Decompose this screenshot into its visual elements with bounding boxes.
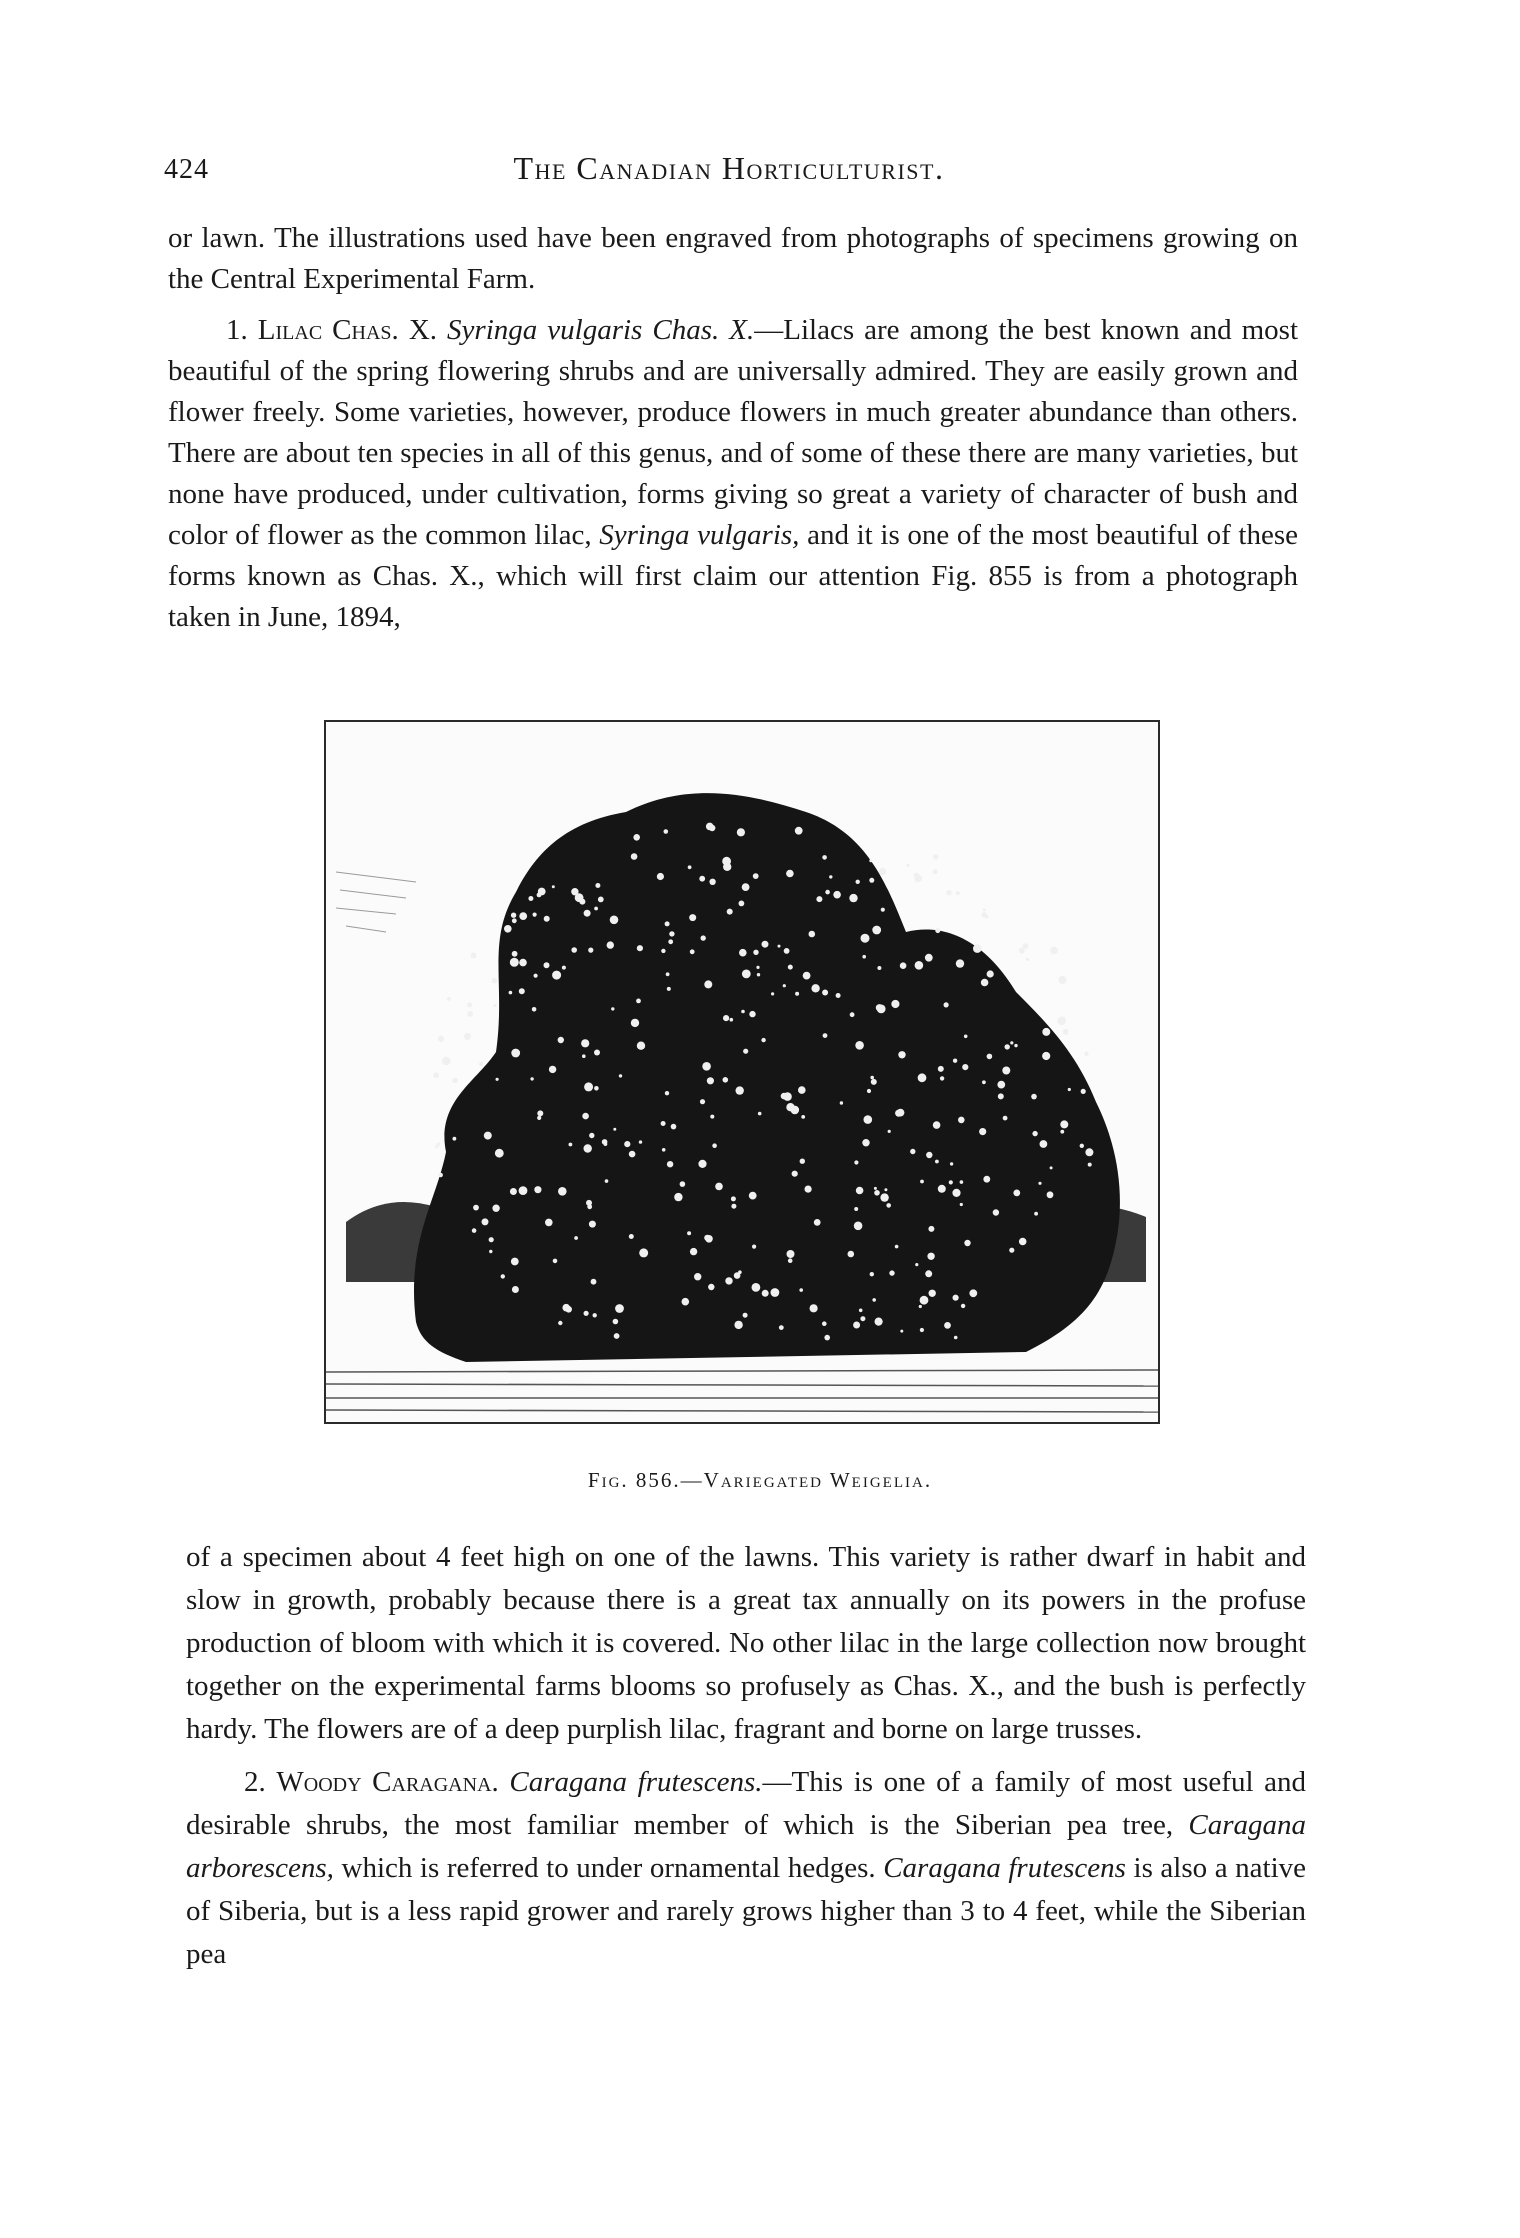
body-text: —Lilacs are among the best known and most beautiful of the spring flowering shrubs and are universally admired. They are easily grown and flower freely. Some varieties, however, produce flowers in much greater abundance than others. There are about ten species in all of this genus, and of some of these there are many varieties, but none have produced, under cultivation, forms giving so great a variety of character of bush and color of flower as the common lilac, <box>168 314 1298 551</box>
latin-name: Caragana frutescens. <box>509 1766 763 1798</box>
figure-weigelia-engraving <box>324 720 1160 1424</box>
paragraph-lilac <box>168 310 1298 638</box>
latin-name: Syringa vulgaris Chas. X. <box>447 314 755 346</box>
item-heading: Lilac Chas. X. <box>257 314 438 346</box>
page-number: 424 <box>164 154 209 185</box>
latin-name: Caragana frutescens <box>883 1852 1126 1884</box>
body-text: is also a native of Siberia, but is a less rapid grower and rarely grows higher than 3 to 4 feet, while the Siberian pea <box>186 1852 1306 1970</box>
journal-title: The Canadian Horticulturist. <box>513 150 945 186</box>
shrub-illustration <box>326 722 1158 1422</box>
body-text: and it is one of the most beautiful of these forms known as Chas. X., which will first claim our attention Fig. 855 is from a photograph taken in June, 1894, <box>168 519 1298 633</box>
item-heading: Woody Caragana. <box>276 1766 499 1798</box>
paragraph-lawn: or lawn. The illustrations used have been engraved from photographs of specimens growing on the Central Experimental Farm. <box>168 222 1298 295</box>
item-number: 1. <box>226 314 248 346</box>
text-block-bottom <box>186 1536 1306 1976</box>
body-text: —This is one of a family of most useful and desirable shrubs, the most familiar member of which is the Siberian pea tree, <box>186 1766 1307 1841</box>
paragraph-specimen: of a specimen about 4 feet high on one of the lawns. This variety is rather dwarf in habit and slow in growth, probably because there is a great tax annually on its powers in the profuse production of bloom with which it is covered. No other lilac in the large collection now brought together on the experimental farms blooms so profusely as Chas. X., and the bush is perfectly hardy. The flowers are of a deep purplish lilac, fragrant and borne on large trusses. <box>186 1541 1306 1745</box>
body-text: which is referred to under ornamental hedges. <box>341 1852 876 1884</box>
latin-name: Caragana arborescens, <box>186 1809 1307 1884</box>
running-head <box>164 150 1294 190</box>
text-block-top <box>168 218 1298 638</box>
latin-name: Syringa vulgaris, <box>599 519 800 551</box>
paragraph-caragana <box>186 1761 1306 1976</box>
figure-caption: Fig. 856.—Variegated Weigelia. <box>587 1468 933 1492</box>
item-number: 2. <box>244 1766 266 1798</box>
